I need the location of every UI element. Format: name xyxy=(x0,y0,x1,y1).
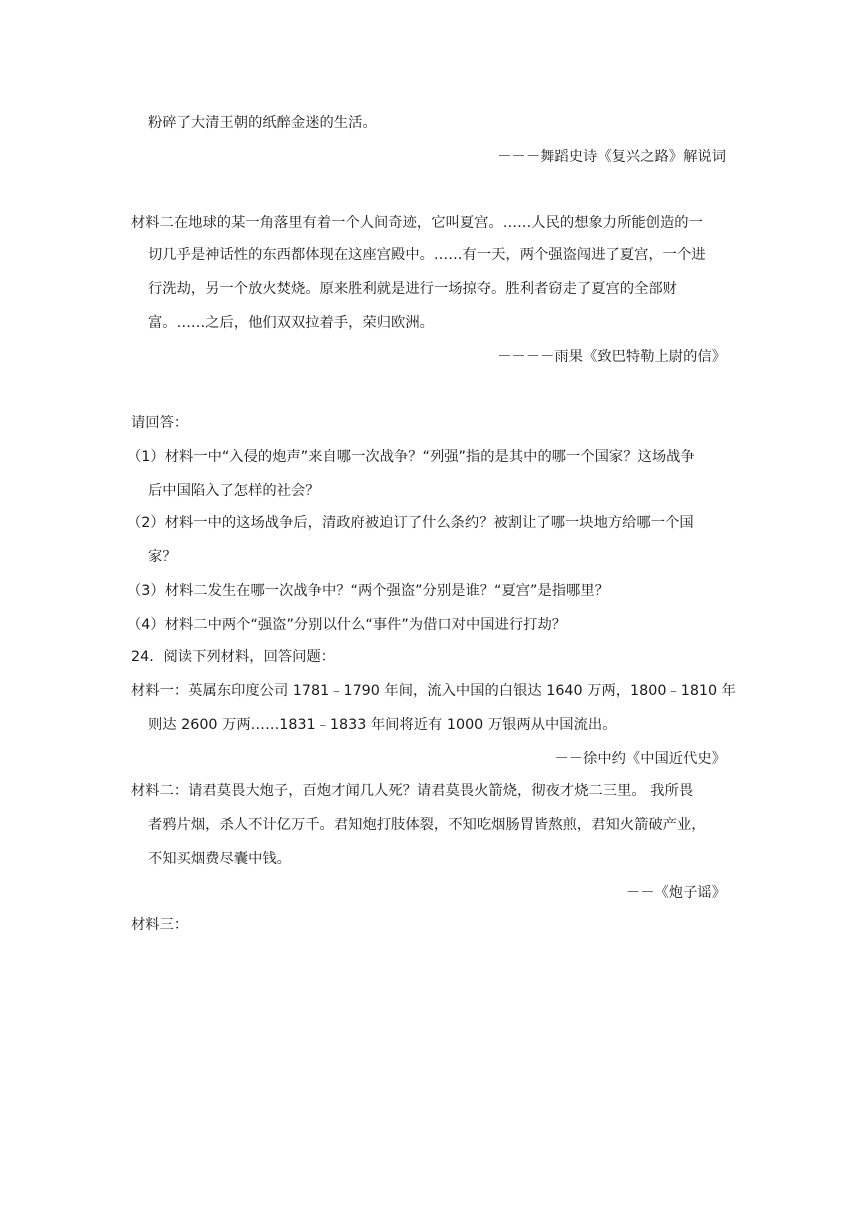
material-line: 富。……之后，他们双双拉着手，荣归欧洲。 xyxy=(148,315,434,331)
material-line: 行洗劫，另一个放火焚烧。原来胜利就是进行一场掠夺。胜利者窃走了夏宫的全部财 xyxy=(148,281,677,297)
paragraph-line: 粉碎了大清王朝的纸醉金迷的生活。 xyxy=(148,115,377,131)
source-attribution: －－－舞蹈史诗《复兴之路》解说词 xyxy=(497,149,726,165)
material-line: 材料二在地球的某一角落里有着一个人间奇迹，它叫夏宫。……人民的想象力所能创造的一 xyxy=(131,215,703,231)
question-line: （4）材料二中两个“强盗”分别以什么“事件”为借口对中国进行打劫？ xyxy=(127,617,567,633)
material-line: 材料二：请君莫畏大炮子，百炮才闻几人死？请君莫畏火箭烧，彻夜才烧二三里。 我所畏 xyxy=(131,783,694,799)
material-line: 切几乎是神话性的东西都体现在这座宫殿中。……有一天，两个强盗闯进了夏宫，一个进 xyxy=(148,247,706,263)
material-label: 材料三： xyxy=(131,917,189,933)
material-line: 则达 2600 万两……1831﹣1833 年间将近有 1000 万银两从中国流出。 xyxy=(148,717,617,733)
question-heading: 24．阅读下列材料，回答问题： xyxy=(131,649,336,665)
source-attribution: －－徐中约《中国近代史》 xyxy=(554,751,726,767)
question-line: （2）材料一中的这场战争后，清政府被迫订了什么条约？被割让了哪一块地方给哪一个国 xyxy=(127,515,694,531)
question-line: （3）材料二发生在哪一次战争中？“两个强盗”分别是谁？“夏宫”是指哪里？ xyxy=(127,583,609,599)
source-attribution: －－《炮子谣》 xyxy=(625,885,726,901)
material-line: 者鸦片烟，杀人不计亿万千。君知炮打肢体裂，不知吃烟肠胃皆熬煎，君知火箭破产业， xyxy=(148,817,706,833)
source-attribution: －－－－雨果《致巴特勒上尉的信》 xyxy=(497,349,726,365)
material-line: 不知买烟费尽囊中钱。 xyxy=(148,851,291,867)
prompt-label: 请回答： xyxy=(131,415,189,431)
material-line: 材料一：英属东印度公司 1781﹣1790 年间，流入中国的白银达 1640 万两，1800﹣1810 年 xyxy=(131,683,736,699)
question-line: （1）材料一中“入侵的炮声”来自哪一次战争？“列强”指的是其中的哪一个国家？这场战争 xyxy=(127,449,695,465)
question-line: 后中国陷入了怎样的社会？ xyxy=(148,483,320,499)
question-line: 家？ xyxy=(148,549,177,565)
